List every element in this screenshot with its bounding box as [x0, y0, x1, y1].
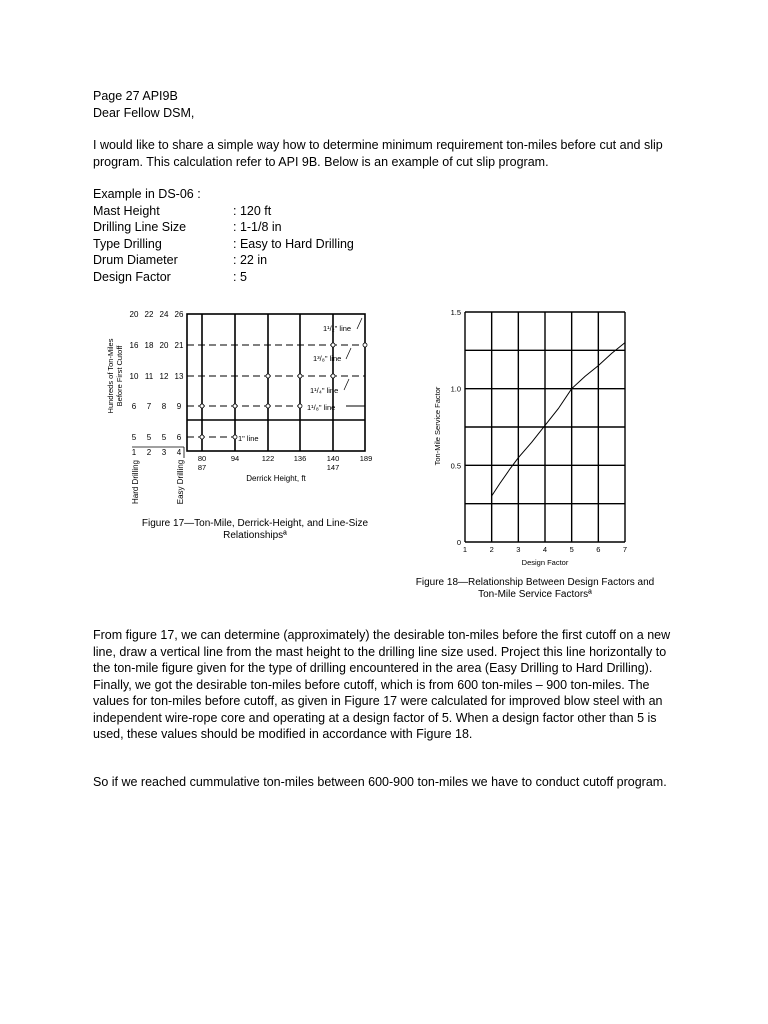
spec-value: : 120 ft	[233, 203, 272, 218]
fig17-label-1-1-2: 1¹/₂" line	[323, 324, 352, 333]
spec-label: Mast Height	[93, 203, 160, 218]
fig18-y-ticks	[451, 308, 461, 547]
spec-label: Design Factor	[93, 269, 171, 284]
fig17-val: 12	[159, 372, 169, 381]
fig17-val: 7	[146, 402, 152, 411]
fig17-xtick: 87	[197, 463, 207, 472]
fig17-scale: 3	[161, 448, 167, 457]
fig17-scale: 4	[176, 448, 182, 457]
spec-label: Drilling Line Size	[93, 220, 187, 234]
fig17-xtick: 94	[230, 454, 240, 463]
fig17-xtick: 122	[261, 454, 275, 463]
fig18-xtick: 3	[516, 545, 521, 554]
fig17-val: 6	[131, 402, 137, 411]
fig18-ytick: 0	[456, 538, 461, 547]
fig18-curve	[492, 343, 625, 496]
fig17-val: 20	[159, 341, 169, 350]
fig17-val: 24	[159, 310, 169, 319]
page-reference: Page 27 API9B	[93, 89, 178, 103]
fig18-gridlines	[465, 312, 625, 542]
fig18-ylabel: Ton-Mile Service Factor	[433, 386, 442, 466]
fig17-xtick: 80	[197, 454, 207, 463]
fig18-x-ticks	[463, 545, 627, 554]
fig17-caption-line2: Relationshipsª	[223, 530, 287, 541]
fig17-scale: 2	[146, 448, 152, 457]
fig17-val: 5	[131, 433, 137, 442]
fig18-xtick: 5	[569, 545, 574, 554]
example-title: Example in DS-06 :	[93, 187, 201, 201]
fig17-val: 20	[129, 310, 139, 319]
fig17-label-1-1-4: 1¹/₄" line	[310, 386, 339, 395]
spec-value: : 1-1/8 in	[233, 220, 282, 234]
fig17-hard-drilling: Hard Drilling	[131, 459, 140, 505]
spec-value: : 22 in	[233, 253, 268, 267]
fig17-val: 9	[176, 402, 182, 411]
fig17-label-1: 1" line	[238, 434, 259, 443]
fig18-caption-line2: Ton-Mile Service Factorsª	[478, 589, 592, 600]
fig17-val: 26	[174, 310, 184, 319]
fig17-val: 6	[176, 433, 182, 442]
fig17-val: 16	[129, 341, 139, 350]
fig17-val: 5	[161, 433, 167, 442]
fig17-val: 10	[129, 372, 139, 381]
fig18-caption-line1: Figure 18—Relationship Between Design Factors and	[415, 577, 655, 588]
explanation-paragraph: From figure 17, we can determine (approximately) the desirable ton-miles before the first cutoff on a new line, draw a vertical line from the mast height to the drilling line size used. Project this line horizontally to the ton-mile figure given for the type of drilling encountered in the area (Easy Drilling to Hard Drilling). Finally, we got the desirable ton-miles before cutoff, which is from 600 ton-miles – 900 ton-miles. The values for ton-miles before cutoff, as given in Figure 17 were calculated for improved blow steel with an independent wire-rope core and operating at a design factor of 5. When a design factor other than 5 is used, these values should be modified in accordance with Figure 18.	[93, 628, 671, 741]
fig17-val: 13	[174, 372, 184, 381]
fig18-ytick: 0.5	[450, 461, 461, 471]
fig17-xtick: 147	[326, 463, 340, 472]
figure-18-caption	[385, 577, 685, 601]
fig17-xtick: 140	[326, 454, 340, 463]
fig17-val: 11	[144, 372, 154, 381]
fig17-caption-line1: Figure 17—Ton-Mile, Derrick-Height, and Line-Size	[141, 518, 369, 529]
fig18-xtick: 1	[462, 545, 468, 554]
spec-value: : 5	[233, 269, 247, 284]
fig18-xtick: 4	[542, 545, 548, 554]
fig17-ylabel-2: Before First Cutoff	[115, 345, 124, 407]
fig17-scale: 1	[131, 448, 137, 457]
greeting: Dear Fellow DSM,	[93, 105, 195, 120]
spec-value: : Easy to Hard Drilling	[233, 236, 354, 251]
fig18-xtick: 7	[622, 545, 628, 554]
fig17-xtick: 189	[359, 454, 373, 463]
spec-label: Drum Diameter	[93, 253, 178, 267]
fig17-val: 22	[144, 310, 154, 319]
fig17-val: 8	[161, 402, 167, 411]
fig17-xtick: 136	[293, 454, 307, 463]
intro-paragraph: I would like to share a simple way how to determine minimum requirement ton-miles before cut and slip program. This calculation refer to API 9B. Below is an example of cut slip program.	[93, 138, 663, 169]
fig18-ytick: 1.0	[450, 384, 461, 394]
fig17-xlabel: Derrick Height, ft	[246, 474, 306, 483]
fig17-label-1-1-8: 1¹/₈" line	[307, 403, 336, 412]
fig18-xlabel: Design Factor	[521, 558, 569, 567]
fig18-ytick: 1.5	[450, 308, 461, 317]
fig18-xtick: 2	[489, 545, 494, 554]
spec-label: Type Drilling	[93, 236, 162, 251]
fig18-xtick: 6	[596, 545, 601, 554]
fig17-label-1-3-8: 1³/₈" line	[313, 354, 342, 363]
fig17-val: 21	[174, 341, 184, 350]
fig17-easy-drilling: Easy Drilling	[176, 459, 185, 505]
fig17-val: 5	[146, 433, 152, 442]
conclusion-paragraph: So if we reached cummulative ton-miles between 600-900 ton-miles we have to conduct cutoff program.	[93, 775, 667, 789]
fig17-val: 18	[144, 341, 154, 350]
fig17-ylabel-1: Hundreds of Ton-Miles	[106, 338, 115, 414]
